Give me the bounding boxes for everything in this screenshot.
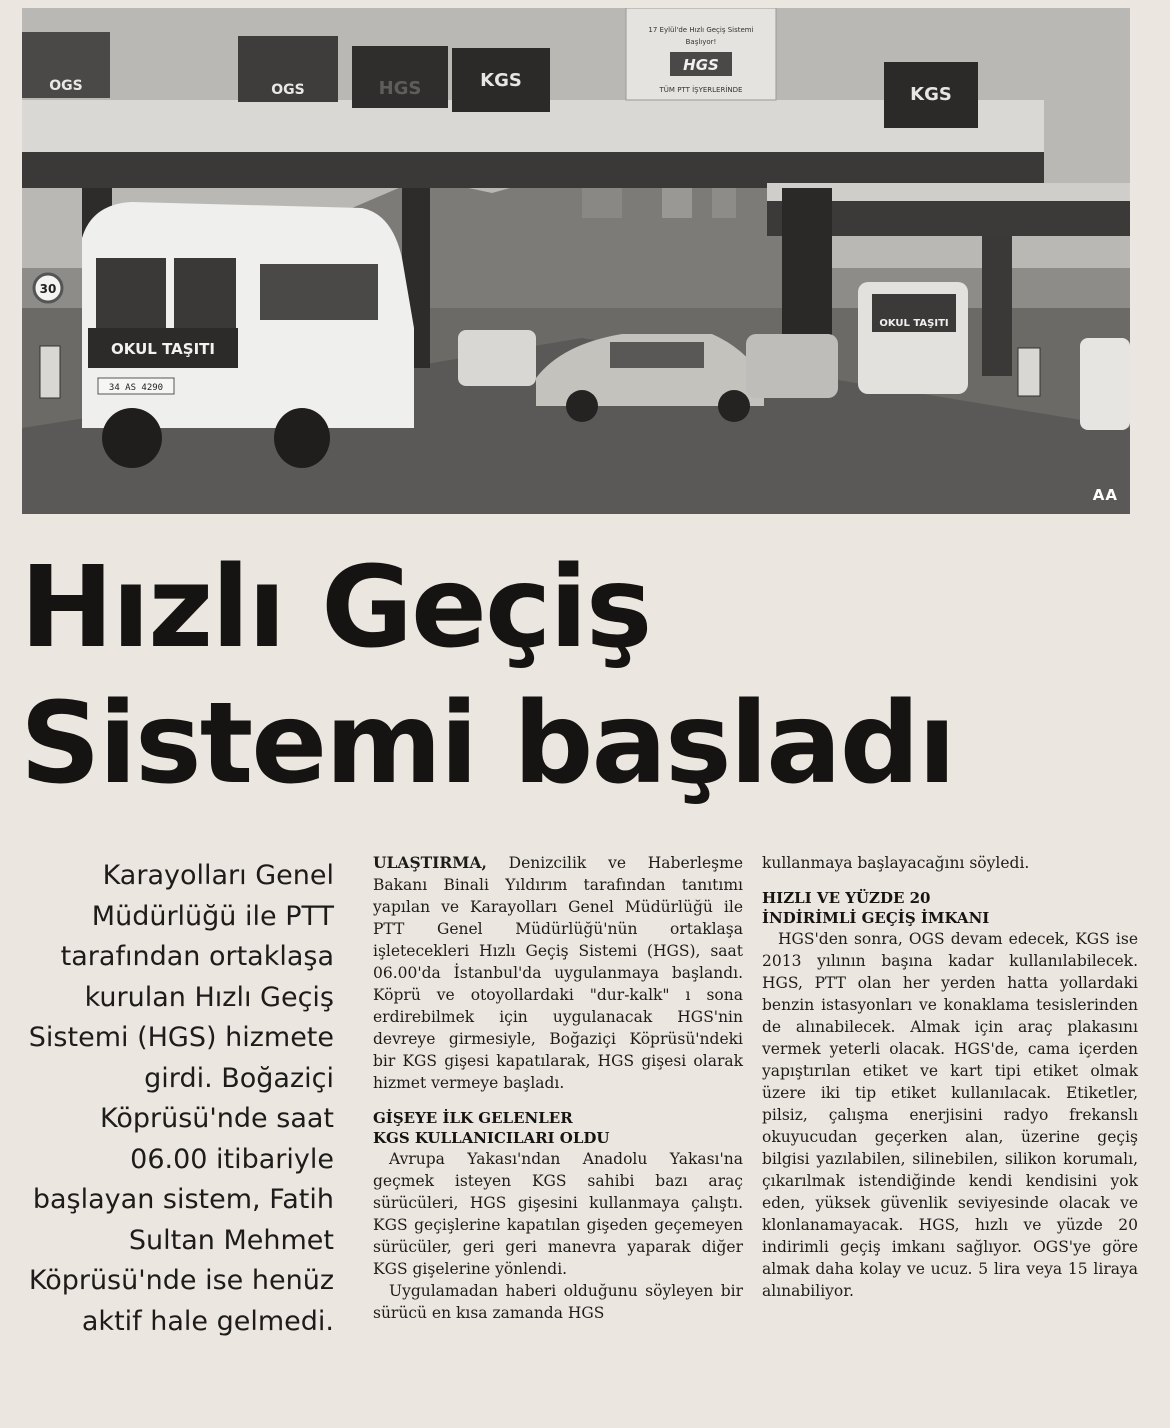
subheading-2 (762, 888, 1138, 928)
headline-line-2: Sistemi başladı (20, 679, 955, 809)
column-1-paragraph-1 (373, 852, 743, 1094)
column-1-paragraph-1-text: Denizcilik ve Haberleşme Bakanı Binali Yıldırım tarafından tanıtımı yapılan ve Karayolları Genel Müdürlüğü ile PTT Genel Müdürlüğü'nün ortaklaşa işletecekleri Hızlı Geçiş Sistemi (HGS), saat 06.00'da İstanbul'da uygulanmaya başlandı. Köprü ve otoyollardaki "dur-kalk" ı sona erdirebilmek için uygulanacak HGS'nin devreye girmesiyle, Boğaziçi Köprüsü'ndeki bir KGS gişesi kapatılarak, HGS gişesi olarak hizmet vermeye başladı. (373, 854, 743, 1092)
sign-hgs: HGS (378, 78, 422, 99)
toll-plaza-illustration (22, 8, 1130, 514)
subheading-2-line-2: İNDİRİMLİ GEÇİŞ İMKANI (762, 909, 990, 927)
column-1-paragraph-2: Avrupa Yakası'ndan Anadolu Yakası'na geçmek isteyen KGS sahibi bazı araç sürücüleri, HGS gişesini kullanmaya çalıştı. KGS geçişlerine kapatılan gişeden geçemeyen sürücüler, geri geri manevra yaparak diğer KGS gişelerine yönlendi. (373, 1150, 743, 1278)
sign-kgs-2: KGS (910, 84, 952, 105)
news-photo (22, 8, 1130, 514)
sign-ogs-2: OGS (271, 82, 305, 98)
column-2-continuation: kullanmaya başlayacağını söyledi. (762, 854, 1030, 872)
subheading-1-line-1: GİŞEYE İLK GELENLER (373, 1109, 573, 1127)
subheading-1-line-2: KGS KULLANICILARI OLDU (373, 1129, 610, 1147)
banner-hgs-logo: HGS (683, 56, 719, 74)
chevron-post-right (1018, 348, 1040, 396)
article-column-1 (373, 852, 743, 1324)
chevron-post-left (40, 346, 60, 398)
section-kicker: ULAŞTIRMA, (373, 853, 487, 872)
van-plate: 34 AS 4290 (108, 383, 164, 393)
banner-line-1: 17 Eylül'de Hızlı Geçiş Sistemi (648, 26, 754, 34)
white-car (458, 330, 536, 386)
lead-paragraph: Karayolları Genel Müdürlüğü ile PTT tarafından ortaklaşa kurulan Hızlı Geçiş Sistemi (HGS) hizmete girdi. Boğaziçi Köprüsü'nde saat 06.00 itibariyle başlayan sistem, Fatih Sultan Mehmet Köprüsü'nde ise henüz aktif hale gelmedi. (28, 860, 334, 1337)
hgs-banner (626, 8, 776, 100)
article-column-2 (762, 852, 1138, 1302)
van-school-sign: OKUL TAŞITI (111, 340, 215, 358)
sign-kgs-1: KGS (480, 70, 522, 91)
column-2-paragraph-1: HGS'den sonra, OGS devam edecek, KGS ise 2013 yılının başına kadar kullanılabilecek. HGS, PTT olan her yerden hatta yollardaki benzin istasyonları ve konaklama tesislerinden de alınabilecek. Almak için araç plakasını vermek yeterli olacak. HGS'de, cama içerden yapıştırılan etiket ve kart tipi etiket olmak üzere iki tip etiket kullanılacak. Etiketler, pilsiz, çalışma enerjisini radyo frekanslı okuyucudan geçerken alan, üzerine geçiş bilgisi yazılabilen, silinebilen, silikon korumalı, çıkarılmak istendiğinde kendi kendisini yok eden, yüksek güvenlik seviyesinde olacak ve klonlanamayacak. HGS, hızlı ve yüzde 20 indirimli geçiş imkanı sağlıyor. OGS'ye göre almak daha kolay ve ucuz. 5 lira veya 15 liraya alınabiliyor. (762, 930, 1138, 1300)
grey-car (746, 334, 838, 398)
right-car (1080, 338, 1130, 430)
headline (20, 540, 1150, 812)
banner-line-3: TÜM PTT İŞYERLERİNDE (659, 86, 743, 94)
sign-ogs-1: OGS (49, 78, 83, 94)
speed-limit-label: 30 (39, 282, 57, 296)
banner-line-2: Başlıyor! (685, 38, 717, 46)
second-van-sign: OKUL TAŞITI (879, 318, 949, 329)
headline-line-1: Hızlı Geçiş (20, 543, 651, 673)
column-1-paragraph-3: Uygulamadan haberi olduğunu söyleyen bir sürücü en kısa zamanda HGS (373, 1282, 743, 1322)
second-van (858, 282, 968, 394)
subheading-1 (373, 1108, 743, 1148)
subheading-2-line-1: HIZLI VE YÜZDE 20 (762, 889, 931, 907)
photo-credit: AA (1092, 486, 1118, 504)
